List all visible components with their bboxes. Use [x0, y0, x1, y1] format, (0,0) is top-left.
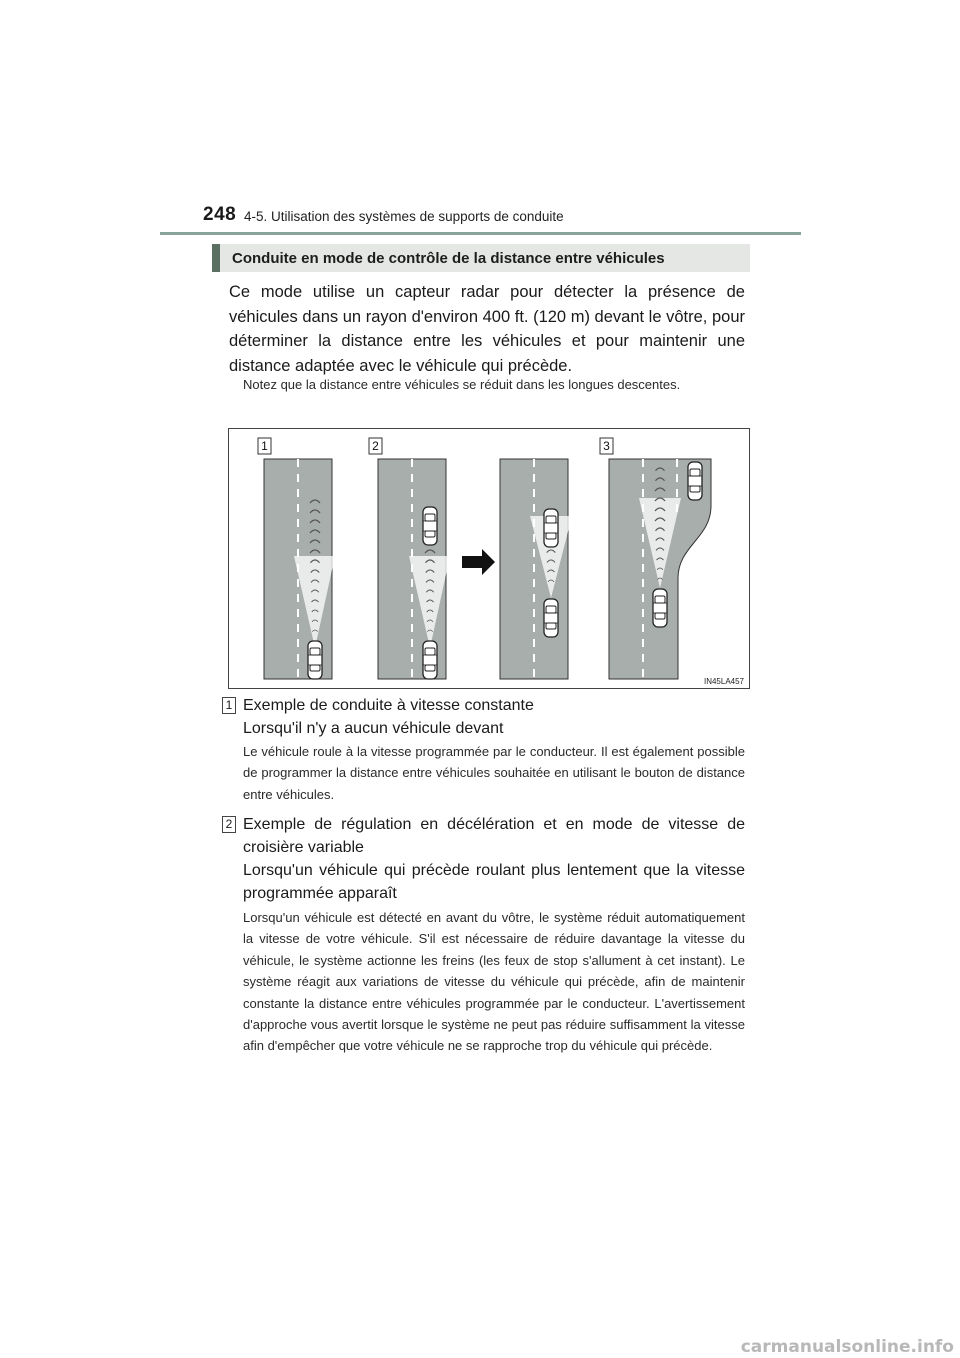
item-2-title — [243, 813, 745, 905]
figure-label-2: 2 — [372, 439, 379, 453]
watermark-text: carmanualsonline.info — [740, 1337, 954, 1357]
item-1-body: Le véhicule roule à la vitesse programmée par le conducteur. Il est également possible de programmer la distance entre véhicules souhaitée en utilisant le bouton de distance entre véhicules. — [243, 744, 745, 802]
item-2-title-line-1: Exemple de régulation en décélération et en mode de vitesse de croisière variable — [243, 816, 745, 856]
item-2-body: Lorsqu'un véhicule est détecté en avant du vôtre, le système réduit automatiquement la vitesse de votre véhicule. S'il est nécessaire de réduire davantage la vitesse du véhicule, le système actionne les freins (les feux de stop s'allument à cet instant). Le système réagit aux variations de vitesse du véhicule qui précède, afin de maintenir constante la distance entre véhicules programmée par le conducteur. L'avertissement d'approche vous avertit lorsque le système ne peut pas réduire suffisamment la vitesse afin d'empêcher que votre véhicule ne se rapproche trop du véhicule qui précède. — [243, 910, 745, 1054]
figure-label-1: 1 — [261, 439, 268, 453]
item-1-title-line-1: Exemple de conduite à vitesse constante — [243, 697, 534, 714]
figure-label-3: 3 — [603, 439, 610, 453]
section-heading-bar — [212, 244, 750, 272]
illustration-figure — [228, 428, 750, 689]
intro-paragraph: Ce mode utilise un capteur radar pour détecter la présence de véhicules dans un rayon d'environ 400 ft. (120 m) devant le vôtre, pour déterminer la distance entre les véhicules et pour maintenir une distance adaptée avec le véhicule qui précède. — [229, 283, 745, 375]
road-diagram — [228, 428, 750, 689]
item-1-title-line-2: Lorsqu'il n'y a aucun véhicule devant — [243, 720, 504, 737]
item-number-1: 1 — [222, 697, 236, 714]
item-1-title — [243, 694, 745, 740]
road-1 — [264, 459, 335, 679]
chapter-title: 4-5. Utilisation des systèmes de supports de conduite — [244, 209, 564, 224]
item-2-title-line-2: Lorsqu'un véhicule qui précède roulant plus lentement que la vitesse programmée apparaît — [243, 862, 745, 902]
note-paragraph: Notez que la distance entre véhicules se réduit dans les longues descentes. — [243, 377, 681, 392]
figure-code: IN45LA457 — [703, 677, 744, 686]
page-number: 248 — [203, 204, 237, 225]
header-rule — [160, 232, 801, 235]
item-number-2: 2 — [222, 816, 236, 833]
section-title: Conduite en mode de contrôle de la distance entre véhicules — [232, 250, 665, 267]
road-3 — [500, 459, 572, 679]
watermark — [0, 1337, 960, 1358]
road-2 — [378, 459, 450, 679]
